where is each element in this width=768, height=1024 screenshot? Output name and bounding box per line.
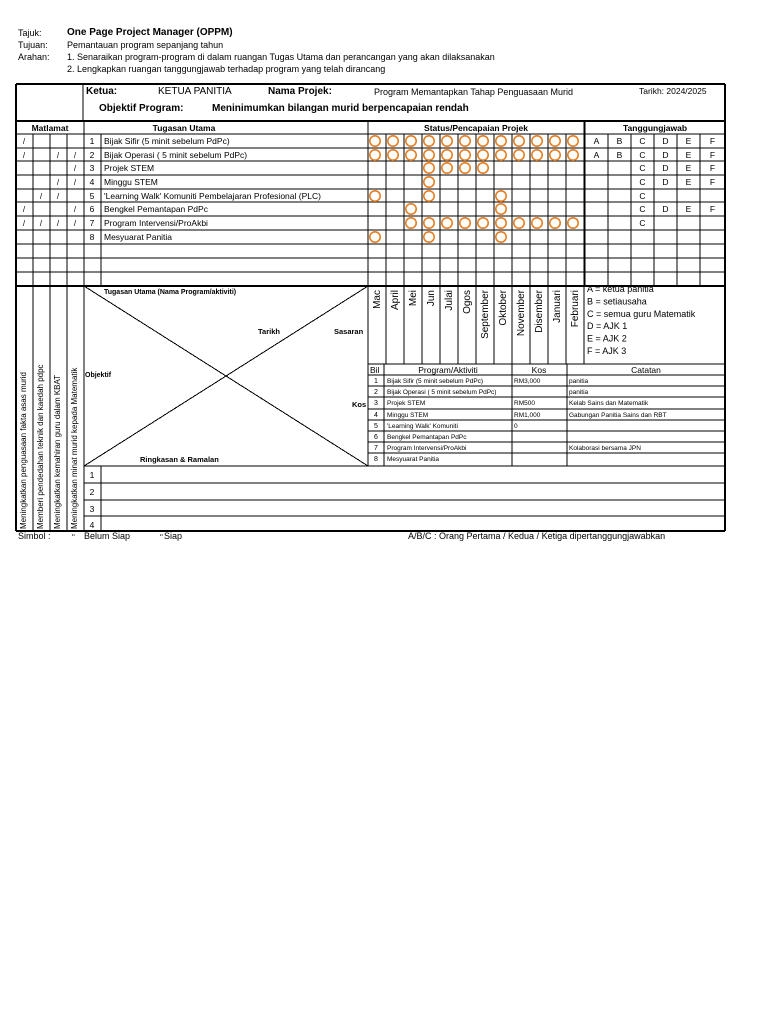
resp-letter: B: [616, 150, 623, 160]
sasaran-label: Sasaran: [334, 327, 364, 336]
cost-catatan: Kolaborasi bersama JPN: [569, 445, 641, 452]
siap-label: Siap: [164, 531, 183, 541]
task-name: Bijak Sifir (5 minit sebelum PdPc): [104, 136, 230, 146]
status-circle-1-9: [514, 136, 524, 146]
tugasan-utama-label: Tugasan Utama (Nama Program/aktiviti): [104, 289, 237, 296]
matlamat-mark: /: [22, 151, 26, 160]
matlamat-header: Matlamat: [31, 123, 69, 133]
resp-letter: C: [639, 218, 646, 228]
ringkasan-label: Ringkasan & Ramalan: [140, 455, 219, 464]
status-circle-7-11: [550, 218, 560, 228]
matlamat-mark: /: [22, 137, 26, 146]
resp-letter: C: [639, 163, 646, 173]
cost-kos: RM500: [514, 400, 535, 407]
matlamat-mark: /: [22, 205, 26, 214]
tarikh-label: Tarikh: [258, 327, 280, 336]
resp-letter: B: [616, 136, 623, 146]
status-circle-7-4: [424, 218, 434, 228]
status-circle-5-4: [424, 191, 434, 201]
month-label: Februari: [570, 290, 581, 328]
resp-letter: C: [639, 136, 646, 146]
task-name: Mesyuarat Panitia: [104, 232, 173, 242]
status-circle-2-9: [514, 150, 524, 160]
cost-header-bil: Bil: [370, 365, 380, 375]
status-circle-1-5: [442, 136, 452, 146]
task-name: Minggu STEM: [104, 177, 158, 187]
status-circle-8-4: [424, 232, 434, 242]
status-circle-3-7: [478, 163, 488, 173]
matlamat-mark: /: [39, 219, 43, 228]
matlamat-mark: /: [73, 219, 77, 228]
ketua-label: Ketua:: [86, 86, 118, 97]
month-label: April: [390, 290, 401, 311]
status-circle-4-4: [424, 177, 434, 187]
cost-bil: 6: [374, 434, 378, 441]
siap-legend: [164, 531, 182, 541]
responsibility-note: A/B/C : Orang Pertama / Kedua / Ketiga dipertanggungjawabkan: [408, 531, 666, 541]
matlamat-mark: /: [56, 178, 60, 187]
resp-letter: E: [685, 136, 692, 146]
summary-number: 3: [89, 504, 95, 514]
belum-siap-label: Belum Siap: [84, 531, 131, 541]
resp-legend-item: D = AJK 1: [587, 321, 628, 332]
resp-letter: F: [709, 136, 716, 146]
task-number: 4: [89, 177, 95, 187]
cost-bil: 7: [374, 445, 378, 452]
status-circle-7-12: [568, 218, 578, 228]
status-circle-8-8: [496, 232, 506, 242]
month-label: November: [516, 290, 527, 337]
resp-letter: D: [662, 150, 669, 160]
status-circle-7-8: [496, 218, 506, 228]
month-label: Mac: [372, 290, 383, 309]
goal-label: Memberi pendedahan teknik dan kaedah pdpc: [36, 364, 45, 529]
task-number: 6: [89, 204, 95, 214]
belum-siap-symbol: ʺ: [72, 533, 75, 542]
goal-label: Meningkatkan minat murid kepada Matematik: [70, 367, 79, 529]
cost-kos: 0: [514, 423, 518, 430]
task-name: Bengkel Pemantapan PdPc: [104, 204, 208, 214]
summary-number: 4: [89, 520, 95, 530]
resp-legend-item: E = AJK 2: [587, 333, 627, 344]
task-number: 3: [89, 163, 95, 173]
resp-letter: F: [709, 150, 716, 160]
cost-program: Bijak Sifir (5 minit sebelum PdPc): [387, 378, 484, 385]
month-label: Ogos: [462, 290, 473, 314]
status-circle-7-9: [514, 218, 524, 228]
status-circle-2-10: [532, 150, 542, 160]
siap-symbol: ʺ: [160, 533, 163, 542]
ketua-value: KETUA PANITIA: [158, 86, 232, 97]
status-circle-2-6: [460, 150, 470, 160]
kos-label: Kos: [352, 400, 367, 409]
cost-catatan: Kelab Sains dan Matematik: [569, 400, 649, 407]
task-number: 5: [89, 191, 95, 201]
resp-letter: D: [662, 177, 669, 187]
status-circle-7-6: [460, 218, 470, 228]
cost-program: 'Learning Walk' Komuniti: [387, 423, 458, 430]
matlamat-mark: /: [22, 219, 26, 228]
resp-letter: E: [685, 204, 692, 214]
task-number: 2: [89, 150, 95, 160]
status-circle-1-12: [568, 136, 578, 146]
tujuan-label: Tujuan:: [18, 40, 48, 50]
status-circle-6-8: [496, 204, 506, 214]
month-label: Jun: [426, 290, 437, 307]
resp-letter: E: [685, 150, 692, 160]
status-circle-3-4: [424, 163, 434, 173]
status-header: Status/Pencapaian Projek: [424, 123, 528, 133]
status-circle-2-3: [406, 150, 416, 160]
status-circle-1-1: [370, 136, 380, 146]
task-number: 8: [89, 232, 95, 242]
status-circle-7-7: [478, 218, 488, 228]
simbol-label: Simbol :: [18, 531, 51, 541]
task-name: Projek STEM: [104, 163, 155, 173]
task-name: Bijak Operasi ( 5 minit sebelum PdPc): [104, 150, 248, 160]
cost-program: Bijak Operasi ( 5 minit sebelum PdPc): [387, 389, 497, 396]
resp-legend-item: A = ketua panitia: [587, 284, 654, 294]
resp-letter: C: [639, 191, 646, 201]
summary-number: 2: [89, 487, 95, 497]
tarikh-value: Tarikh: 2024/2025: [639, 86, 707, 96]
resp-letter: C: [639, 177, 646, 187]
resp-letter: F: [709, 163, 716, 173]
resp-letter: E: [685, 163, 692, 173]
cost-kos: RM3,000: [514, 378, 541, 385]
nama-projek-label: Nama Projek:: [268, 86, 332, 97]
matlamat-mark: /: [73, 164, 77, 173]
status-circle-1-10: [532, 136, 542, 146]
tugasan-header: Tugasan Utama: [152, 123, 216, 133]
status-circle-2-2: [388, 150, 398, 160]
goal-label: Meningkatkan penguasaan fakta asas murid: [19, 372, 28, 529]
status-circle-3-5: [442, 163, 452, 173]
status-circle-2-4: [424, 150, 434, 160]
cost-header-program: Program/Aktiviti: [418, 365, 478, 375]
belum-siap-legend: [84, 531, 130, 541]
status-circle-2-8: [496, 150, 506, 160]
status-circle-2-7: [478, 150, 488, 160]
cost-bil: 3: [374, 400, 378, 407]
resp-legend-item: B = setiausaha: [587, 296, 647, 307]
cost-program: Projek STEM: [387, 400, 426, 407]
cost-header-catatan: Catatan: [631, 365, 661, 375]
resp-letter: A: [593, 136, 600, 146]
status-circle-8-1: [370, 232, 380, 242]
cost-program: Minggu STEM: [387, 412, 429, 419]
month-label: September: [480, 290, 491, 339]
status-circle-2-5: [442, 150, 452, 160]
status-circle-1-2: [388, 136, 398, 146]
cost-bil: 4: [374, 412, 378, 419]
resp-letter: F: [709, 204, 716, 214]
cost-program: Bengkel Pemantapan PdPc: [387, 434, 467, 441]
cost-header-kos: Kos: [531, 365, 547, 375]
matlamat-mark: /: [56, 219, 60, 228]
task-number: 7: [89, 218, 95, 228]
tujuan-text: Pemantauan program sepanjang tahun: [67, 40, 224, 50]
cost-bil: 2: [374, 389, 378, 396]
document-title: One Page Project Manager (OPPM): [67, 27, 233, 38]
summary-number: 1: [89, 470, 95, 480]
resp-legend-item: C = semua guru Matematik: [587, 308, 696, 319]
matlamat-mark: /: [56, 151, 60, 160]
status-circle-1-4: [424, 136, 434, 146]
matlamat-mark: /: [73, 151, 77, 160]
status-circle-1-6: [460, 136, 470, 146]
month-label: Julai: [444, 290, 455, 311]
resp-letter: D: [662, 136, 669, 146]
cost-catatan: panitia: [569, 389, 589, 396]
status-circle-1-11: [550, 136, 560, 146]
task-name: 'Learning Walk' Komuniti Pembelajaran Profesional (PLC): [104, 191, 321, 201]
arahan-label: Arahan:: [18, 52, 50, 62]
objektif-value: Meninimumkan bilangan murid berpencapaian rendah: [212, 103, 469, 114]
matlamat-mark: /: [56, 192, 60, 201]
goal-label: Meningkatkan kemahiran guru dalam KBAT: [53, 374, 62, 529]
arahan-line-1: 1. Senaraikan program-program di dalam ruangan Tugas Utama dan perancangan yang akan dilaksanakan: [67, 52, 495, 62]
task-name: Program Intervensi/ProAkbi: [104, 218, 208, 228]
matlamat-mark: /: [73, 205, 77, 214]
status-circle-1-3: [406, 136, 416, 146]
status-circle-7-5: [442, 218, 452, 228]
cost-bil: 8: [374, 456, 378, 463]
status-circle-3-6: [460, 163, 470, 173]
cost-program: Mesyuarat Panitia: [387, 456, 440, 463]
objektif-label: Objektif Program:: [99, 103, 184, 114]
status-circle-2-12: [568, 150, 578, 160]
cost-program: Program Intervensi/ProAkbi: [387, 445, 467, 452]
status-circle-2-1: [370, 150, 380, 160]
cost-kos: RM1,000: [514, 412, 541, 419]
task-number: 1: [89, 136, 95, 146]
resp-letter: E: [685, 177, 692, 187]
arahan-line-2: 2. Lengkapkan ruangan tanggungjawab terhadap program yang telah dirancang: [67, 64, 386, 74]
resp-letter: D: [662, 163, 669, 173]
month-label: Disember: [534, 290, 545, 333]
matlamat-mark: /: [73, 178, 77, 187]
resp-letter: F: [709, 177, 716, 187]
resp-letter: C: [639, 204, 646, 214]
cost-catatan: Gabungan Panitia Sains dan RBT: [569, 412, 667, 419]
nama-projek-value: Program Memantapkan Tahap Penguasaan Murid: [374, 87, 573, 97]
status-circle-2-11: [550, 150, 560, 160]
status-circle-1-7: [478, 136, 488, 146]
resp-letter: D: [662, 204, 669, 214]
objektif-axis-label: Objektif: [85, 372, 112, 379]
status-circle-7-10: [532, 218, 542, 228]
cost-bil: 1: [374, 378, 378, 385]
tajuk-label: Tajuk:: [18, 28, 42, 38]
cost-catatan: panitia: [569, 378, 589, 385]
status-circle-1-8: [496, 136, 506, 146]
resp-letter: C: [639, 150, 646, 160]
status-circle-7-3: [406, 218, 416, 228]
cost-bil: 5: [374, 423, 378, 430]
month-label: Mei: [408, 290, 419, 307]
month-label: Oktober: [498, 290, 509, 326]
status-circle-5-8: [496, 191, 506, 201]
matlamat-mark: /: [39, 192, 43, 201]
resp-letter: A: [593, 150, 600, 160]
tanggungjawab-header: Tanggungjawab: [622, 123, 688, 133]
month-label: Januari: [552, 290, 563, 323]
status-circle-5-1: [370, 191, 380, 201]
resp-legend-item: F = AJK 3: [587, 346, 627, 356]
status-circle-6-3: [406, 204, 416, 214]
